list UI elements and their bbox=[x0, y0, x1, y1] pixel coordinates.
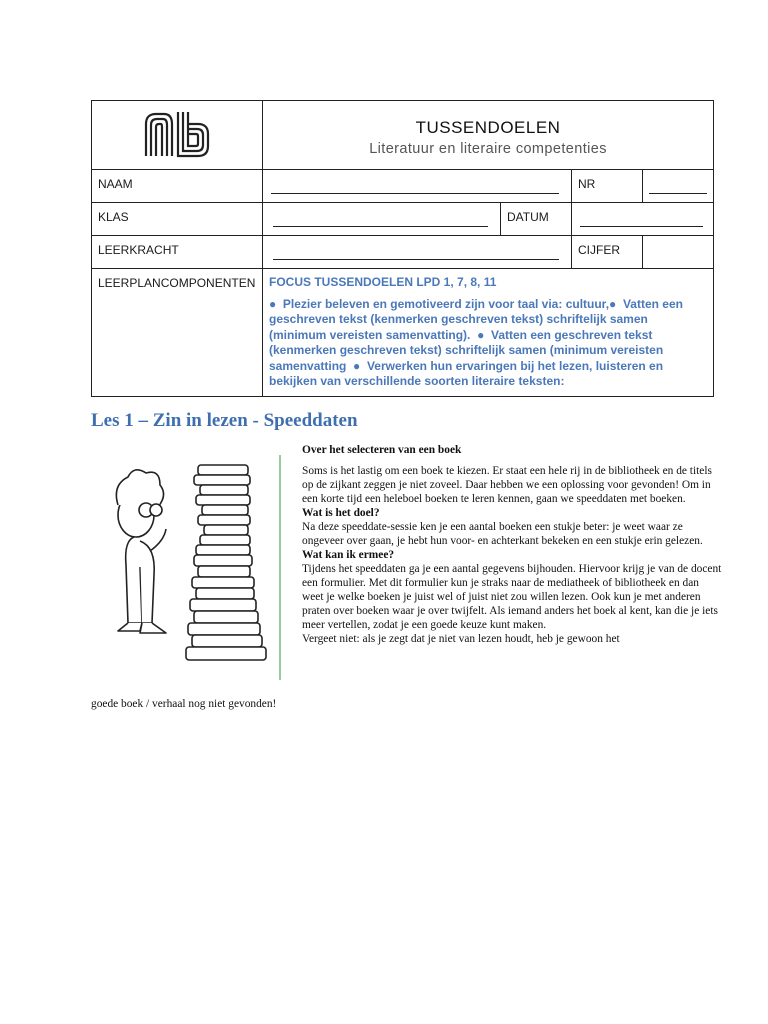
label-leerkracht: LEERKRACHT bbox=[92, 236, 263, 269]
leerkracht-field[interactable] bbox=[263, 236, 572, 269]
document-title: TUSSENDOELEN bbox=[415, 117, 561, 137]
goal-paragraph: Na deze speeddate-sessie ken je een aantal boeken een stukje beter: je weet waar ze ongeveer over gaan, je hebt hun voor- en achterkant bekeken en een stukje erin gelezen. bbox=[302, 521, 703, 547]
lesson-title: Les 1 – Zin in lezen - Speeddaten bbox=[91, 410, 358, 431]
label-cijfer: CIJFER bbox=[572, 236, 643, 269]
focus-item: Vatten een geschreven tekst (kenmerken geschreven tekst) schriftelijk samen (minimum vereisten samenvatting). bbox=[269, 296, 683, 342]
klas-underline bbox=[273, 226, 488, 227]
label-leerplancomponenten: LEERPLANCOMPONENTEN bbox=[92, 269, 263, 397]
datum-field[interactable] bbox=[572, 203, 714, 236]
focus-list bbox=[269, 297, 683, 389]
label-klas: KLAS bbox=[92, 203, 263, 236]
reader-with-books-illustration bbox=[94, 455, 294, 680]
focus-item: Verwerken hun ervaringen bij het lezen, luisteren en bekijken van verschillende soorten literaire teksten: bbox=[269, 358, 664, 388]
focus-item: Vatten een geschreven tekst (kenmerken geschreven tekst) schriftelijk samen (minimum vereisten samenvatting bbox=[269, 327, 664, 373]
nr-underline bbox=[649, 193, 707, 194]
title-cell bbox=[263, 101, 714, 170]
datum-underline bbox=[580, 226, 703, 227]
header-table bbox=[91, 100, 714, 397]
label-datum: DATUM bbox=[501, 203, 572, 236]
use-heading: Wat kan ik ermee? bbox=[302, 549, 395, 561]
document-subtitle: Literatuur en literaire competenties bbox=[369, 140, 607, 157]
logo-cell bbox=[92, 101, 263, 170]
closing-line-end: goede boek / verhaal nog niet gevonden! bbox=[91, 698, 277, 710]
nr-field[interactable] bbox=[643, 170, 714, 203]
leerkracht-underline bbox=[273, 259, 559, 260]
bullet-icon: ● bbox=[473, 327, 491, 342]
bullet-icon: ● bbox=[269, 296, 283, 311]
intro-paragraph: Soms is het lastig om een boek te kiezen. Er staat een hele rij in de bibliotheek en de titels op de zijkant zeggen je niet zoveel. Daar hebben we een oplossing voor gevonden! Om in een korte tijd een heleboel boeken te leren kennen, gaan we speeddaten met boeken. bbox=[302, 465, 712, 505]
focus-cell bbox=[263, 269, 714, 397]
label-nr: NR bbox=[572, 170, 643, 203]
label-naam: NAAM bbox=[92, 170, 263, 203]
naam-field[interactable] bbox=[263, 170, 572, 203]
focus-title: FOCUS TUSSENDOELEN LPD 1, 7, 8, 11 bbox=[269, 275, 497, 289]
bullet-icon: ● bbox=[349, 358, 367, 373]
goal-heading: Wat is het doel? bbox=[302, 507, 380, 519]
school-logo bbox=[142, 110, 212, 158]
use-paragraph: Tijdens het speeddaten ga je een aantal gegevens bijhouden. Hiervoor krijg je van de docent een formulier. Met dit formulier kun je straks naar de mediatheek of bibliotheek en dan weet je welke boeken je juist wel of juist niet zou willen lezen. Ook kun je met anderen praten over boeken waar je over twijfelt. Als iemand anders het boek al kent, kan die je iets meer vertellen, zodat je een goede keuze kunt maken. bbox=[302, 563, 722, 631]
bullet-icon: ● bbox=[609, 296, 623, 311]
naam-underline bbox=[271, 193, 559, 194]
focus-item: Plezier beleven en gemotiveerd zijn voor taal via: cultuur, bbox=[282, 296, 610, 311]
lesson-body bbox=[302, 443, 722, 646]
closing-line-start: Vergeet niet: als je zegt dat je niet van lezen houdt, heb je gewoon het bbox=[302, 633, 620, 645]
klas-field[interactable] bbox=[263, 203, 501, 236]
intro-heading: Over het selecteren van een boek bbox=[302, 444, 462, 456]
cijfer-field[interactable] bbox=[643, 236, 714, 269]
